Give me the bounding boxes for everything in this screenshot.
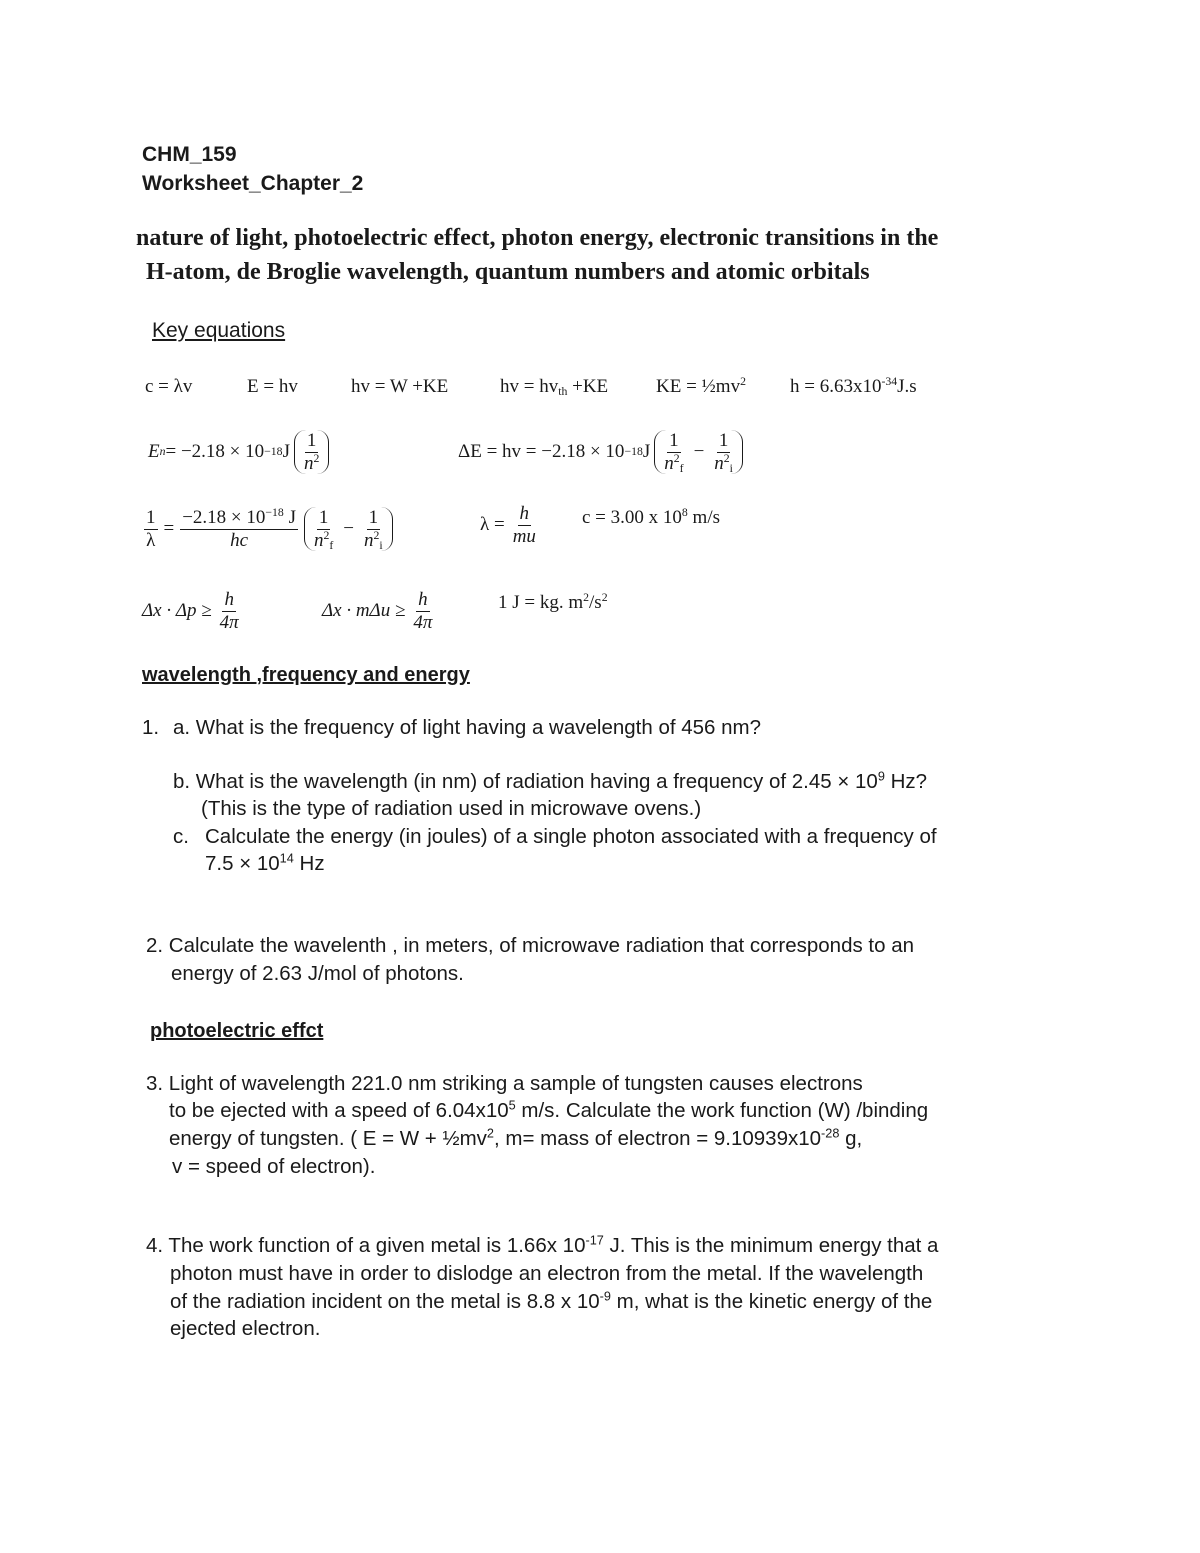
question-1b: b. What is the wavelength (in nm) of radiation having a frequency of $2.45 \times 10^9$ Hz? <box>173 768 928 793</box>
question-1c-line-1: Calculate the energy (in joules) of a single photon associated with a frequency of <box>205 825 937 848</box>
question-3-line-3: energy of tungsten. ( $E = W + \frac{1}{2}mv^2$, m= mass of electron = $9.10939x10^{-28}$ g, <box>169 1125 863 1150</box>
eq-uncertainty-velocity: Δx · mΔu ≥ $\frac{h}{4\pi}$ <box>322 588 433 633</box>
section-photoelectric-heading: photoelectric effct <box>150 1020 324 1042</box>
eq-joule-definition: 1 J = kg. $m^2/s^2$ <box>498 590 608 613</box>
topics-line-2: H-atom, de Broglie wavelength, quantum numbers and atomic orbitals <box>146 259 870 285</box>
eq-photon-energy: E = hv <box>247 376 298 397</box>
question-1c-line-2: $7.5 \times 10^{14}$ Hz <box>205 850 325 875</box>
question-4-line-4: ejected electron. <box>170 1317 321 1340</box>
question-4-line-3: of the radiation incident on the metal is 8.8 x $10^{-9}$ m, what is the kinetic energy of the <box>170 1288 933 1313</box>
eq-de-broglie: λ = $\frac{h}{mu}$ <box>480 502 536 547</box>
eq-planck-constant: $h = 6.63x10^{-34}J.s$ <box>790 374 917 397</box>
question-1-number: 1. <box>142 716 160 739</box>
eq-speed-of-light: c = λv <box>145 376 193 397</box>
topics-line-1: nature of light, photoelectric effect, photon energy, electronic transitions in the <box>136 225 939 251</box>
question-1a: a. What is the frequency of light having a wavelength of 456 nm? <box>173 716 762 739</box>
eq-energy-level: E n = −2.18 × 10 −18 J $\frac{1}{n^2}$ <box>148 428 329 476</box>
worksheet-title: Worksheet_Chapter_2 <box>142 172 364 195</box>
question-3-line-2: to be ejected with a speed of $6.04x10^5$ m/s. Calculate the work function (W) /binding <box>169 1097 929 1122</box>
question-3-line-1: 3. Light of wavelength 221.0 nm striking a sample of tungsten causes electrons <box>146 1072 863 1095</box>
question-3-line-4: v = speed of electron). <box>172 1155 376 1178</box>
course-code: CHM_159 <box>142 143 237 166</box>
key-equations-heading: Key equations <box>152 319 286 342</box>
question-4-line-1: 4. The work function of a given metal is 1.66x $10^{-17}$ J. This is the minimum energy that a <box>146 1232 939 1257</box>
section-wavelength-heading: wavelength ,frequency and energy <box>142 664 470 686</box>
question-2-line-1: 2. Calculate the wavelenth , in meters, of microwave radiation that corresponds to an <box>146 934 915 957</box>
eq-uncertainty-momentum: Δx · Δp ≥ $\frac{h}{4\pi}$ <box>142 588 239 633</box>
eq-speed-constant: c = 3.00 x $10^8$ m/s <box>582 505 720 528</box>
eq-threshold: hv = $hv_{th} +KE$ <box>500 376 609 398</box>
question-4-line-2: photon must have in order to dislodge an electron from the metal. If the wavelength <box>170 1262 924 1285</box>
eq-delta-energy: ΔE = hv = −2.18 × 10 −18 J $\frac{1}{n^2_f}$ − $\frac{1}{n^2_i}$ <box>458 428 743 476</box>
eq-photoelectric: hv = W +KE <box>351 376 449 397</box>
question-1b-note: (This is the type of radiation used in microwave ovens.) <box>201 797 702 820</box>
eq-kinetic-energy: KE = $\frac{1}{2}mv^2$ <box>656 374 746 397</box>
question-2-line-2: energy of 2.63 J/mol of photons. <box>171 962 464 985</box>
question-1c-label: c. <box>173 825 189 848</box>
eq-inverse-wavelength: $\frac{1}{\lambda}$ = $\frac{-2.18 \times 10^{-18} J}{hc}$ $\frac{1}{n^2_f}$ − $\frac{1}{n^2_i}$ <box>142 500 393 558</box>
